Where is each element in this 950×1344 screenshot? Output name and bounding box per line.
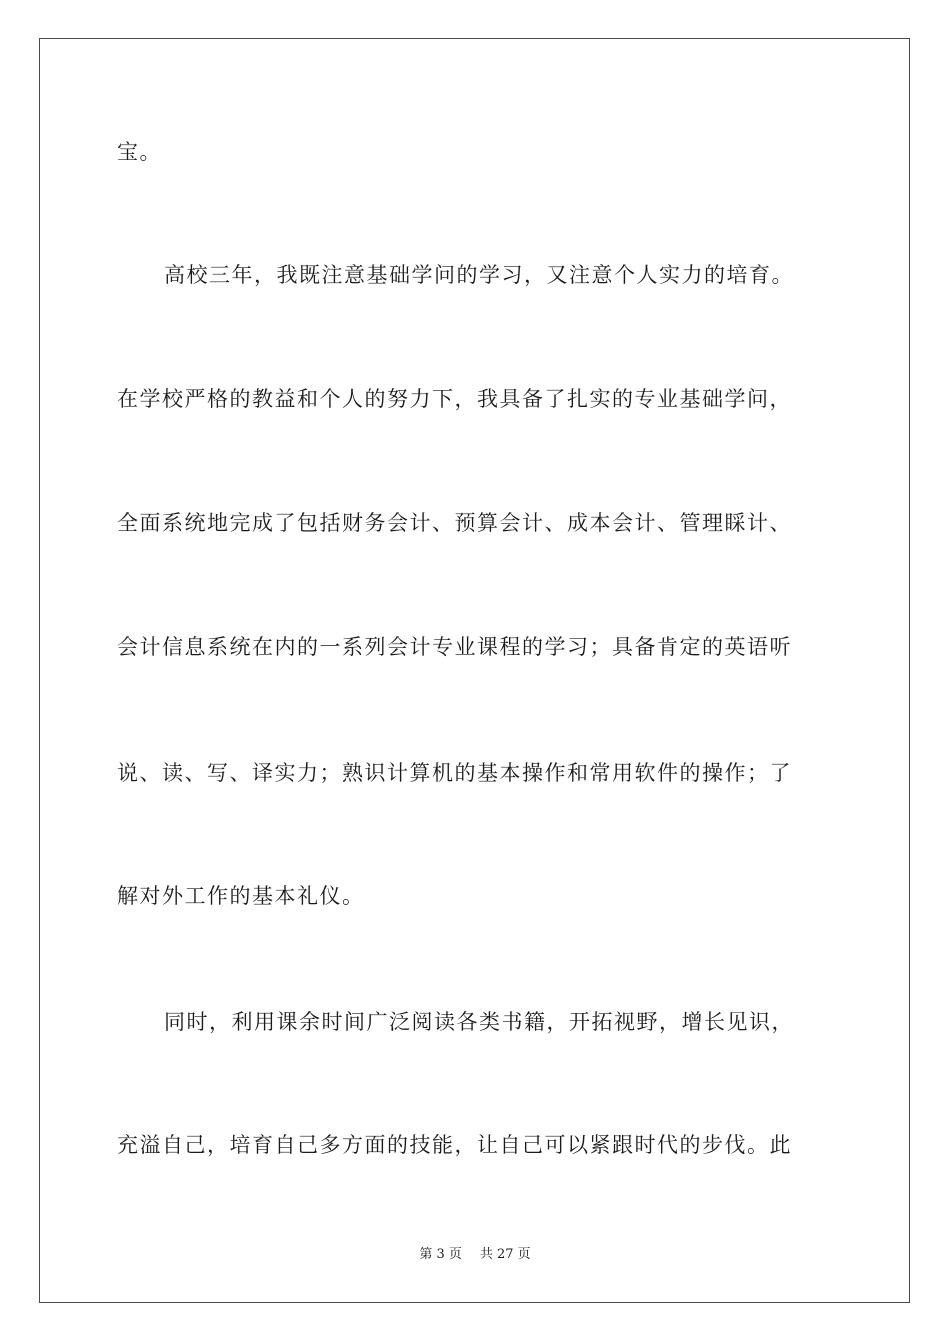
paragraph-first-line: 同时，利用课余时间广泛阅读各类书籍，开拓视野，增长见识， (164, 1010, 794, 1034)
page-border (39, 38, 910, 1303)
text-line: 解对外工作的基本礼仪。 (117, 884, 365, 908)
total-pages: 共 27 页 (479, 1247, 531, 1262)
text-line: 全面系统地完成了包括财务会计、预算会计、成本会计、管理睬计、 (117, 511, 792, 535)
text-line: 会计信息系统在内的一系列会计专业课程的学习；具备肯定的英语听 (117, 635, 792, 659)
text-line: 宝。 (117, 140, 162, 164)
page-number: 第 3 页 (419, 1247, 462, 1262)
text-line: 在学校严格的教益和个人的努力下，我具备了扎实的专业基础学问， (117, 387, 792, 411)
text-line: 充溢自己，培育自己多方面的技能，让自己可以紧跟时代的步伐。此 (117, 1133, 792, 1157)
paragraph-first-line: 高校三年，我既注意基础学问的学习，又注意个人实力的培育。 (164, 263, 794, 287)
text-line: 说、读、写、译实力；熟识计算机的基本操作和常用软件的操作；了 (117, 761, 792, 785)
page-footer (0, 1246, 950, 1264)
